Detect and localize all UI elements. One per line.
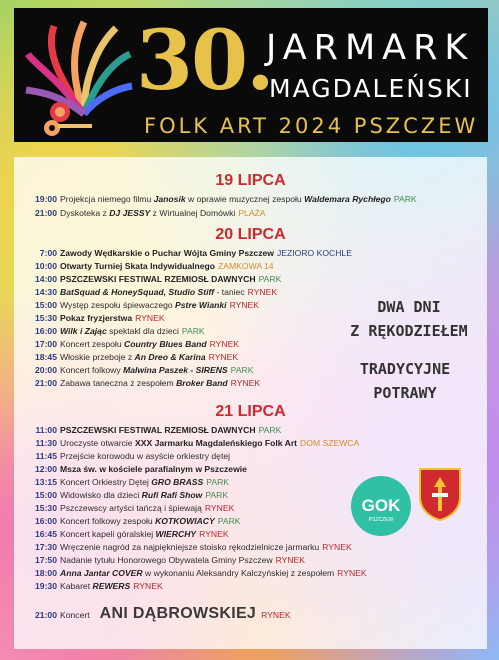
final-concert-name: ANI DĄBROWSKIEJ [99, 605, 257, 622]
edition-number: 30. [136, 13, 273, 109]
coat-of-arms-icon [418, 467, 462, 521]
title-jarmark: JARMARK [266, 28, 475, 68]
event-row: 17:50 Nadanie tytułu Honorowego Obywatela Gminy Pszczew RYNEK [35, 555, 306, 565]
header-banner [14, 8, 488, 142]
svg-text:PSZCZEW: PSZCZEW [368, 517, 394, 523]
day-heading-19: 19 LIPCA [215, 172, 286, 189]
gok-logo [350, 475, 412, 537]
event-row: 20:00 Koncert folkowy Malwina Paszek - SIRENS PARK [35, 365, 254, 375]
event-row: 18:45 Włoskie przeboje z An Dreo & Karina RYNEK [35, 352, 239, 362]
event-row: 16:00 Wilk i Zając spektakl dla dzieci PARK [35, 326, 205, 336]
title-magdalenski: MAGDALEŃSKI [269, 74, 473, 103]
event-row: 15:00 Występ zespołu śpiewaczego Pstre Wianki RYNEK [35, 300, 260, 310]
event-row: 16:45 Koncert kapeli góralskiej WIERCHY RYNEK [35, 529, 229, 539]
event-row: 15:30 Pokaz fryzjerstwa RYNEK [35, 313, 165, 323]
final-concert-row: 21:00 Koncert ANI DĄBROWSKIEJ RYNEK [35, 605, 291, 622]
event-row: 15:00 Widowisko dla dzieci Rufi Rafi Show PARK [35, 490, 229, 500]
event-row: 13:15 Koncert Orkiestry Dętej GRO BRASS PARK [35, 477, 230, 487]
event-row: 7:00 Zawody Wędkarskie o Puchar Wójta Gminy Pszczew JEZIORO KOCHLE [39, 248, 352, 258]
event-row: 10:00 Otwarty Turniej Skata Indywidualnego ZAMKOWA 14 [35, 261, 274, 271]
folk-art-logo [24, 14, 136, 138]
event-row: 11:30 Uroczyste otwarcie XXX Jarmarku Magdaleńskiego Folk Art DOM SZEWCA [35, 438, 360, 448]
program-panel [14, 157, 487, 649]
event-row: 12:00 Msza św. w kościele parafialnym w Pszczewie [35, 464, 247, 474]
event-row: 19:30 Kabaret REWERS RYNEK [35, 581, 163, 591]
event-row: 15:30 Pszczewscy artyści tańczą i śpiewają RYNEK [35, 503, 235, 513]
event-row: 21:00 Zabawa taneczna z zespołem Broker Band RYNEK [35, 378, 261, 388]
side-note-rekodzielo: DWA DNI Z RĘKODZIEŁEM [350, 298, 468, 340]
event-row: 18:00 Anna Jantar COVER w wykonaniu Aleksandry Kalczyńskiej z zespołem RYNEK [35, 568, 367, 578]
day-heading-20: 20 LIPCA [215, 226, 286, 243]
event-row: 21:00 Dyskoteka z DJ JESSY z Wirtualnej Domówki PLAŻA [35, 208, 266, 218]
subtitle-folk-art: FOLK ART 2024 PSZCZEW [144, 114, 479, 138]
event-row: 11:45 Przejście korowodu w asyście orkiestry dętej [35, 451, 231, 461]
event-row: 17:00 Koncert zespołu Country Blues Band RYNEK [35, 339, 240, 349]
event-row: 11:00 PSZCZEWSKI FESTIWAL RZEMIOSŁ DAWNYCH PARK [35, 425, 282, 435]
svg-text:GOK: GOK [361, 496, 401, 515]
side-note-potrawy: TRADYCYJNE POTRAWY [359, 360, 451, 402]
day-heading-21: 21 LIPCA [215, 403, 286, 420]
event-row: 19:00 Projekcja niemego filmu Janosik w oprawie muzycznej zespołu Waldemara Rychłego PARK [35, 194, 417, 204]
event-row: 16:00 Koncert folkowy zespołu KOTKOWIACY PARK [35, 516, 241, 526]
event-row: 14:30 BatSquad & HoneySquad, Studio Stiff - taniec RYNEK [35, 287, 278, 297]
event-row: 14:00 PSZCZEWSKI FESTIWAL RZEMIOSŁ DAWNYCH PARK [35, 274, 282, 284]
event-row: 17:30 Wręczenie nagród za najpiękniejsze stoisko rękodzielnicze jarmarku RYNEK [35, 542, 352, 552]
